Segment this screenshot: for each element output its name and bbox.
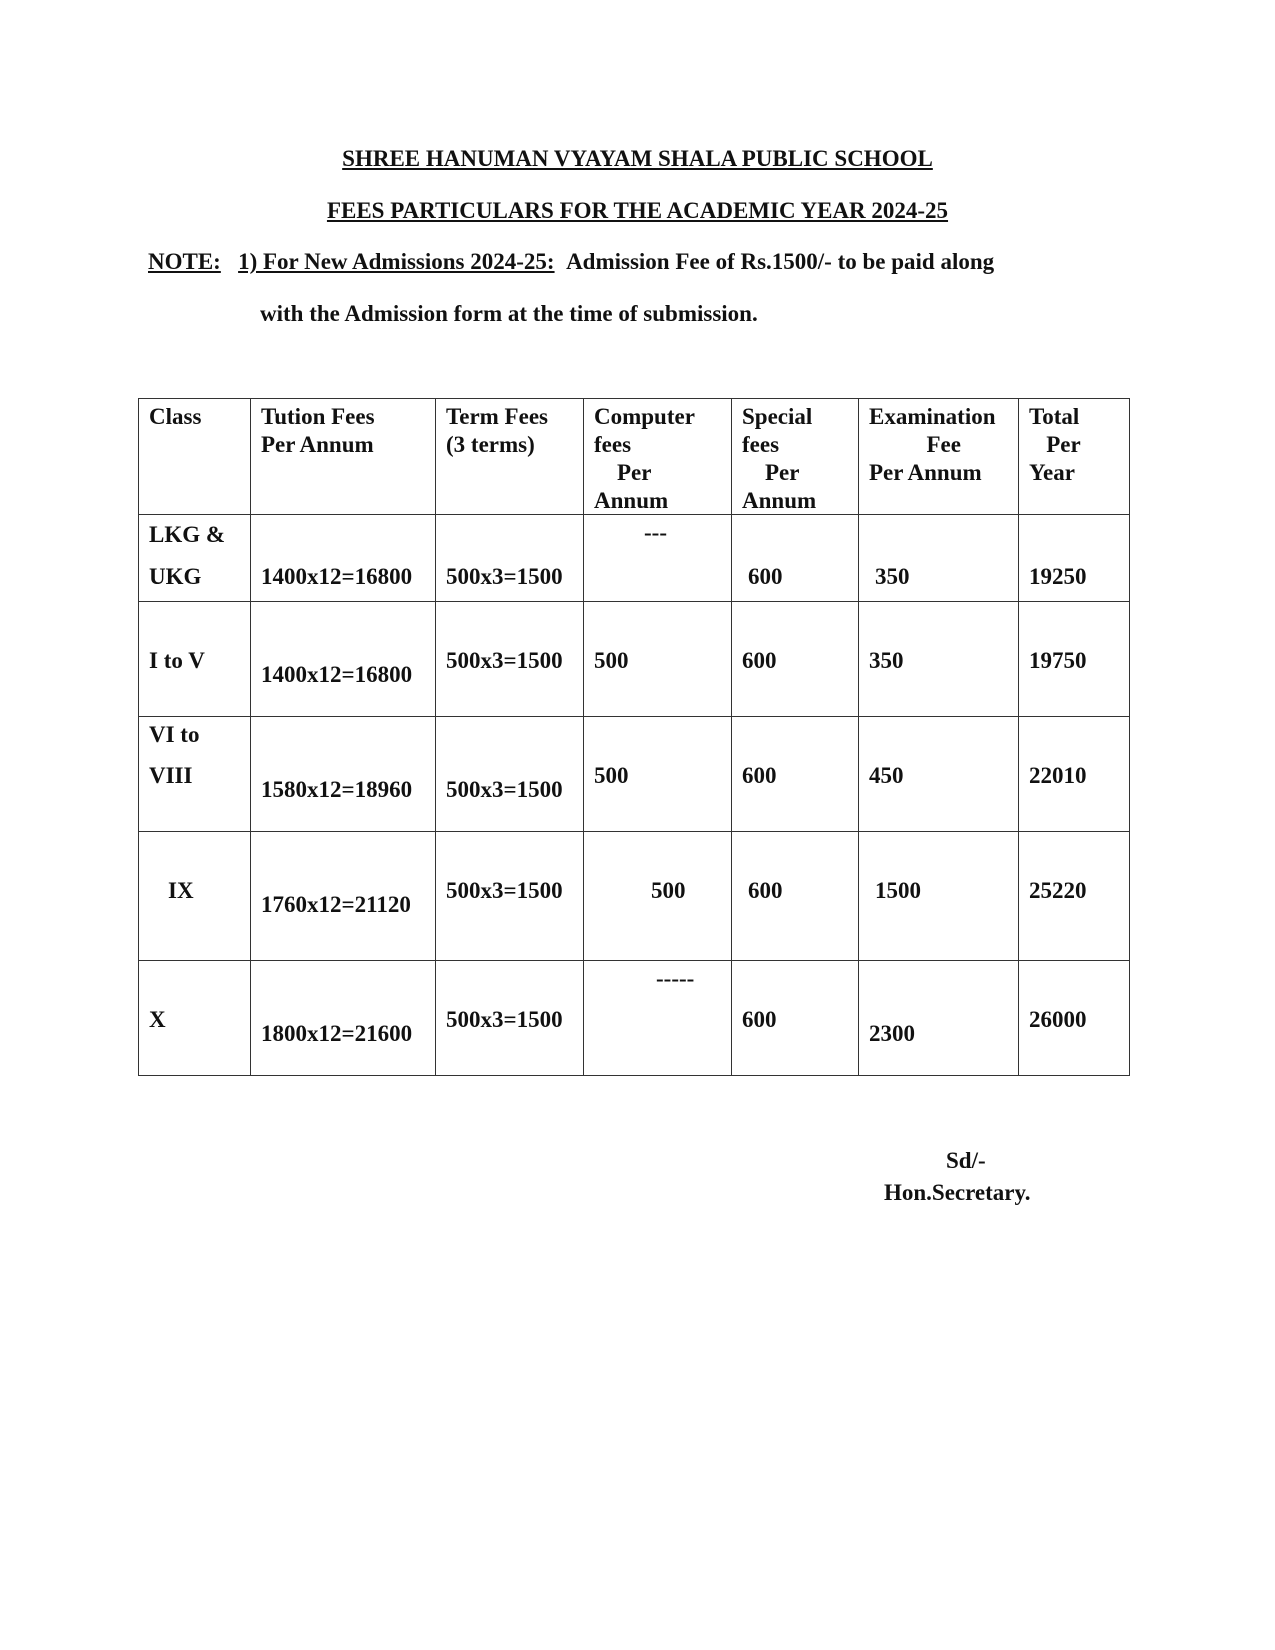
header-exam bbox=[859, 399, 1019, 515]
header-class-label: Class bbox=[149, 404, 202, 429]
header-term bbox=[436, 399, 584, 515]
note-line-2: with the Admission form at the time of submission. bbox=[260, 301, 758, 326]
cell-class: I to V bbox=[139, 602, 251, 717]
note-label: NOTE: bbox=[148, 249, 221, 274]
header-special bbox=[732, 399, 859, 515]
fees-title: FEES PARTICULARS FOR THE ACADEMIC YEAR 2024-25 bbox=[326, 198, 949, 223]
cell-class: X bbox=[139, 961, 251, 1076]
cell-computer: 500 bbox=[584, 602, 732, 717]
table-row bbox=[139, 961, 1130, 1076]
cell-tuition: 1800x12=21600 bbox=[251, 961, 436, 1076]
note-line-1 bbox=[148, 249, 994, 275]
cell-exam: 450 bbox=[859, 717, 1019, 832]
table-row bbox=[139, 717, 1130, 832]
cell-special: 600 bbox=[732, 515, 859, 602]
cell-total: 25220 bbox=[1019, 832, 1130, 961]
note-text: Admission Fee of Rs.1500/- to be paid along bbox=[566, 249, 995, 274]
header-computer bbox=[584, 399, 732, 515]
cell-special: 600 bbox=[732, 961, 859, 1076]
signature-sd: Sd/- bbox=[946, 1148, 986, 1173]
cell-term: 500x3=1500 bbox=[436, 515, 584, 602]
cell-computer: 500 bbox=[584, 832, 732, 961]
header-total-label: Total Per Year bbox=[1029, 404, 1081, 485]
cell-total: 26000 bbox=[1019, 961, 1130, 1076]
signature-designation: Hon.Secretary. bbox=[884, 1180, 1031, 1205]
cell-tuition: 1580x12=18960 bbox=[251, 717, 436, 832]
header-computer-label: Computer fees Per Annum bbox=[594, 404, 695, 513]
cell-class: IX bbox=[139, 832, 251, 961]
note-item-label: 1) For New Admissions 2024-25: bbox=[238, 249, 555, 274]
header-tuition bbox=[251, 399, 436, 515]
header-special-label: Special fees Per Annum bbox=[742, 404, 817, 513]
table-header-row bbox=[139, 399, 1130, 515]
cell-total: 19250 bbox=[1019, 515, 1130, 602]
cell-special: 600 bbox=[732, 602, 859, 717]
header-total bbox=[1019, 399, 1130, 515]
cell-total: 19750 bbox=[1019, 602, 1130, 717]
cell-tuition: 1400x12=16800 bbox=[251, 602, 436, 717]
cell-computer: 500 bbox=[584, 717, 732, 832]
cell-exam: 1500 bbox=[859, 832, 1019, 961]
cell-term: 500x3=1500 bbox=[436, 717, 584, 832]
header-exam-label: Examination Fee Per Annum bbox=[869, 404, 996, 485]
cell-exam: 350 bbox=[859, 515, 1019, 602]
table-row bbox=[139, 515, 1130, 602]
cell-class: VI to VIII bbox=[139, 717, 251, 832]
table-row bbox=[139, 602, 1130, 717]
cell-tuition: 1760x12=21120 bbox=[251, 832, 436, 961]
cell-exam: 350 bbox=[859, 602, 1019, 717]
header-class bbox=[139, 399, 251, 515]
cell-term: 500x3=1500 bbox=[436, 602, 584, 717]
cell-class: LKG & UKG bbox=[139, 515, 251, 602]
table-row bbox=[139, 832, 1130, 961]
cell-total: 22010 bbox=[1019, 717, 1130, 832]
cell-computer: ----- bbox=[584, 961, 732, 1076]
cell-exam: 2300 bbox=[859, 961, 1019, 1076]
cell-special: 600 bbox=[732, 832, 859, 961]
school-name: SHREE HANUMAN VYAYAM SHALA PUBLIC SCHOOL bbox=[342, 146, 933, 171]
header-tuition-label: Tution Fees Per Annum bbox=[261, 404, 375, 457]
cell-tuition: 1400x12=16800 bbox=[251, 515, 436, 602]
cell-special: 600 bbox=[732, 717, 859, 832]
cell-term: 500x3=1500 bbox=[436, 832, 584, 961]
header-term-label: Term Fees (3 terms) bbox=[446, 404, 548, 457]
cell-computer: --- bbox=[584, 515, 732, 602]
cell-term: 500x3=1500 bbox=[436, 961, 584, 1076]
fees-table bbox=[138, 398, 1130, 1076]
